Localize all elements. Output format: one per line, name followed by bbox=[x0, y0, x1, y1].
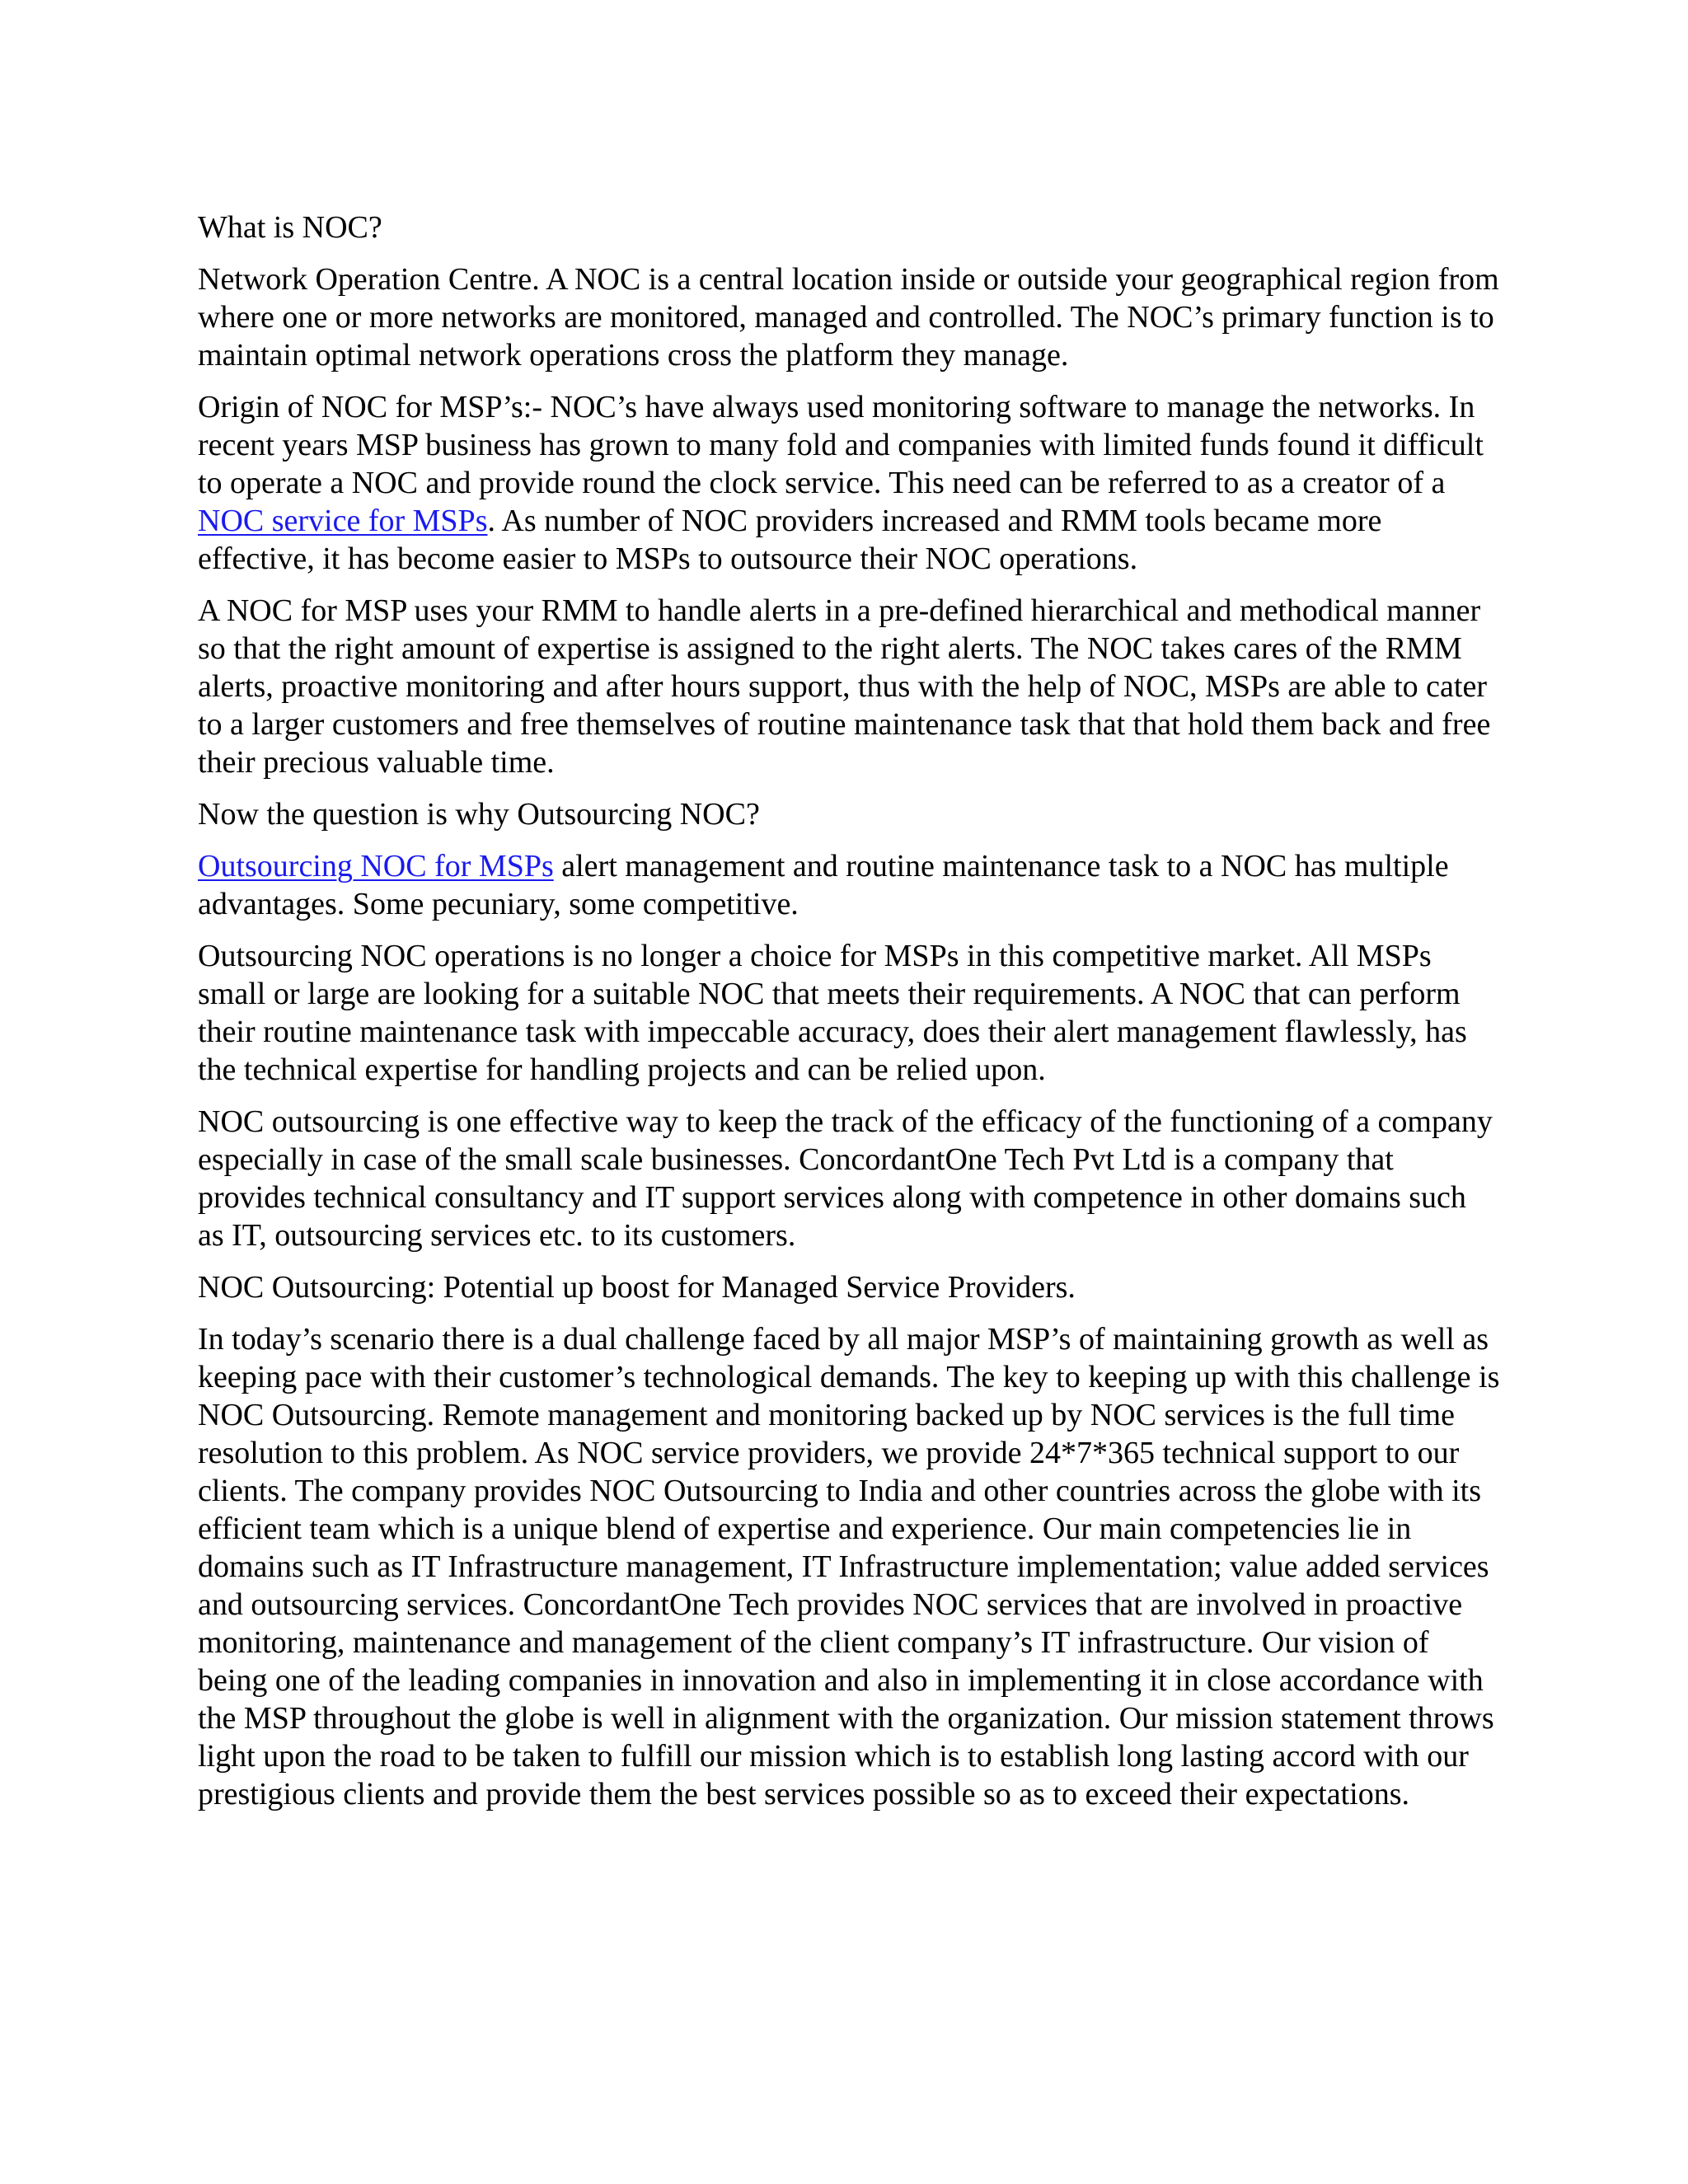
paragraph-text: . As number of NOC providers increased and RMM tools became more effective, it has become easier to MSPs to outsource their NOC operations. bbox=[198, 504, 1382, 576]
paragraph-text: Origin of NOC for MSP’s:- NOC’s have always used monitoring software to manage the networks. In recent years MSP business has grown to many fold and companies with limited funds found it difficult to operate a NOC and provide round the clock service. This need can be referred to as a creator of a bbox=[198, 390, 1484, 500]
paragraph-outsourcing-choice: Outsourcing NOC operations is no longer a choice for MSPs in this competitive market. All MSPs small or large are looking for a suitable NOC that meets their requirements. A NOC that can perform their routine maintenance task with impeccable accuracy, does their alert management flawlessly, has the technical expertise for handling projects and can be relied upon. bbox=[198, 939, 1467, 1087]
paragraph-todays-scenario: In today’s scenario there is a dual challenge faced by all major MSP’s of maintaining growth as well as keeping pace with their customer’s technological demands. The key to keeping up with this challenge is NOC Outsourcing. Remote management and monitoring backed up by NOC services is the full time resolution to this problem. As NOC service providers, we provide 24*7*365 technical support to our clients. The company provides NOC Outsourcing to India and other countries across the globe with its efficient team which is a unique blend of expertise and experience. Our main competencies lie in domains such as IT Infrastructure management, IT Infrastructure implementation; value added services and outsourcing services. ConcordantOne Tech provides NOC services that are involved in proactive monitoring, maintenance and management of the client company’s IT infrastructure. Our vision of being one of the leading companies in innovation and also in implementing it in close accordance with the MSP throughout the globe is well in alignment with the organization. Our mission statement throws light upon the road to be taken to fulfill our mission which is to establish long lasting accord with our prestigious clients and provide them the best services possible so as to exceed their expectations. bbox=[198, 1322, 1500, 1811]
noc-service-for-msps-link[interactable]: NOC service for MSPs bbox=[198, 504, 488, 538]
paragraph-outsourcing-advantages bbox=[198, 847, 1500, 923]
paragraph-why-outsourcing: Now the question is why Outsourcing NOC? bbox=[198, 797, 760, 832]
paragraph-noc-for-msp: A NOC for MSP uses your RMM to handle alerts in a pre-defined hierarchical and methodical manner so that the right amount of expertise is assigned to the right alerts. The NOC takes cares of the RMM alerts, proactive monitoring and after hours support, thus with the help of NOC, MSPs are able to cater to a larger customers and free themselves of routine maintenance task that that hold them back and free their precious valuable time. bbox=[198, 593, 1491, 780]
document-body bbox=[198, 209, 1500, 1827]
heading-what-is-noc: What is NOC? bbox=[198, 210, 382, 245]
paragraph-noc-definition: Network Operation Centre. A NOC is a central location inside or outside your geographical region from where one or more networks are monitored, managed and controlled. The NOC’s primary function is to maintain optimal network operations cross the platform they manage. bbox=[198, 262, 1499, 373]
paragraph-noc-outsourcing-efficacy: NOC outsourcing is one effective way to keep the track of the efficacy of the functioning of a company especially in case of the small scale businesses. ConcordantOne Tech Pvt Ltd is a company that provides technical consultancy and IT support services along with competence in other domains such as IT, outsourcing services etc. to its customers. bbox=[198, 1104, 1493, 1253]
paragraph-noc-origin bbox=[198, 388, 1500, 578]
paragraph-text: alert management and routine maintenance task to a NOC has multiple advantages. Some pecuniary, some competitive. bbox=[198, 849, 1449, 921]
paragraph-potential-up-boost: NOC Outsourcing: Potential up boost for Managed Service Providers. bbox=[198, 1270, 1076, 1305]
outsourcing-noc-for-msps-link[interactable]: Outsourcing NOC for MSPs bbox=[198, 849, 554, 883]
